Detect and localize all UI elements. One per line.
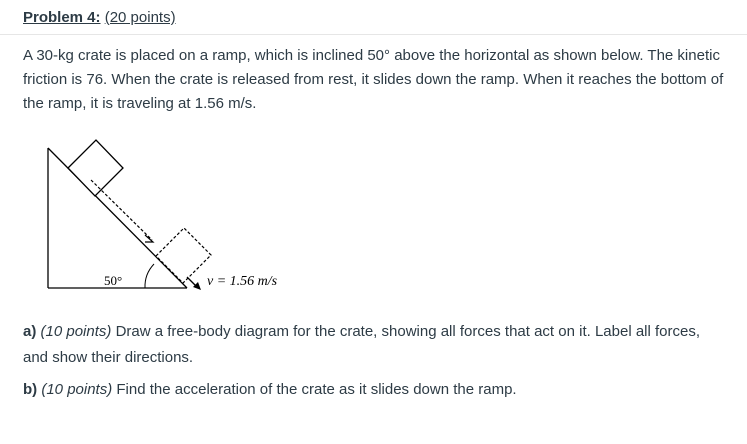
crate-bottom-dashed	[156, 228, 211, 283]
part-b-letter: b)	[23, 381, 38, 398]
problem-heading: Problem 4:	[23, 9, 101, 26]
part-b-points: (10 points)	[41, 381, 113, 398]
part-a-text: Draw a free-body diagram for the crate, showing all forces that act on it. Label all forces, and show their directions.	[23, 323, 701, 366]
part-b	[23, 378, 728, 402]
velocity-arrowhead	[193, 282, 201, 290]
problem-statement: A 30-kg crate is placed on a ramp, which is inclined 50° above the horizontal as shown below. The kinetic friction is 76. When the crate is released from rest, it slides down the ramp. When it reaches the bottom of the ramp, it is traveling at 1.56 m/s.	[23, 47, 724, 112]
part-a-letter: a)	[23, 323, 37, 340]
motion-arrowhead	[145, 235, 153, 242]
part-a	[23, 319, 728, 371]
problem-points: (20 points)	[104, 9, 176, 26]
velocity-label: v = 1.56 m/s	[207, 274, 278, 289]
problem-title	[23, 9, 176, 26]
angle-arc	[145, 264, 154, 288]
title-divider	[0, 34, 747, 35]
ramp-diagram	[40, 134, 340, 304]
part-b-text: Find the acceleration of the crate as it slides down the ramp.	[116, 381, 517, 398]
motion-path-dashed	[91, 180, 152, 240]
crate-top	[68, 140, 123, 196]
angle-label: 50°	[104, 273, 123, 288]
part-a-points: (10 points)	[40, 323, 112, 340]
